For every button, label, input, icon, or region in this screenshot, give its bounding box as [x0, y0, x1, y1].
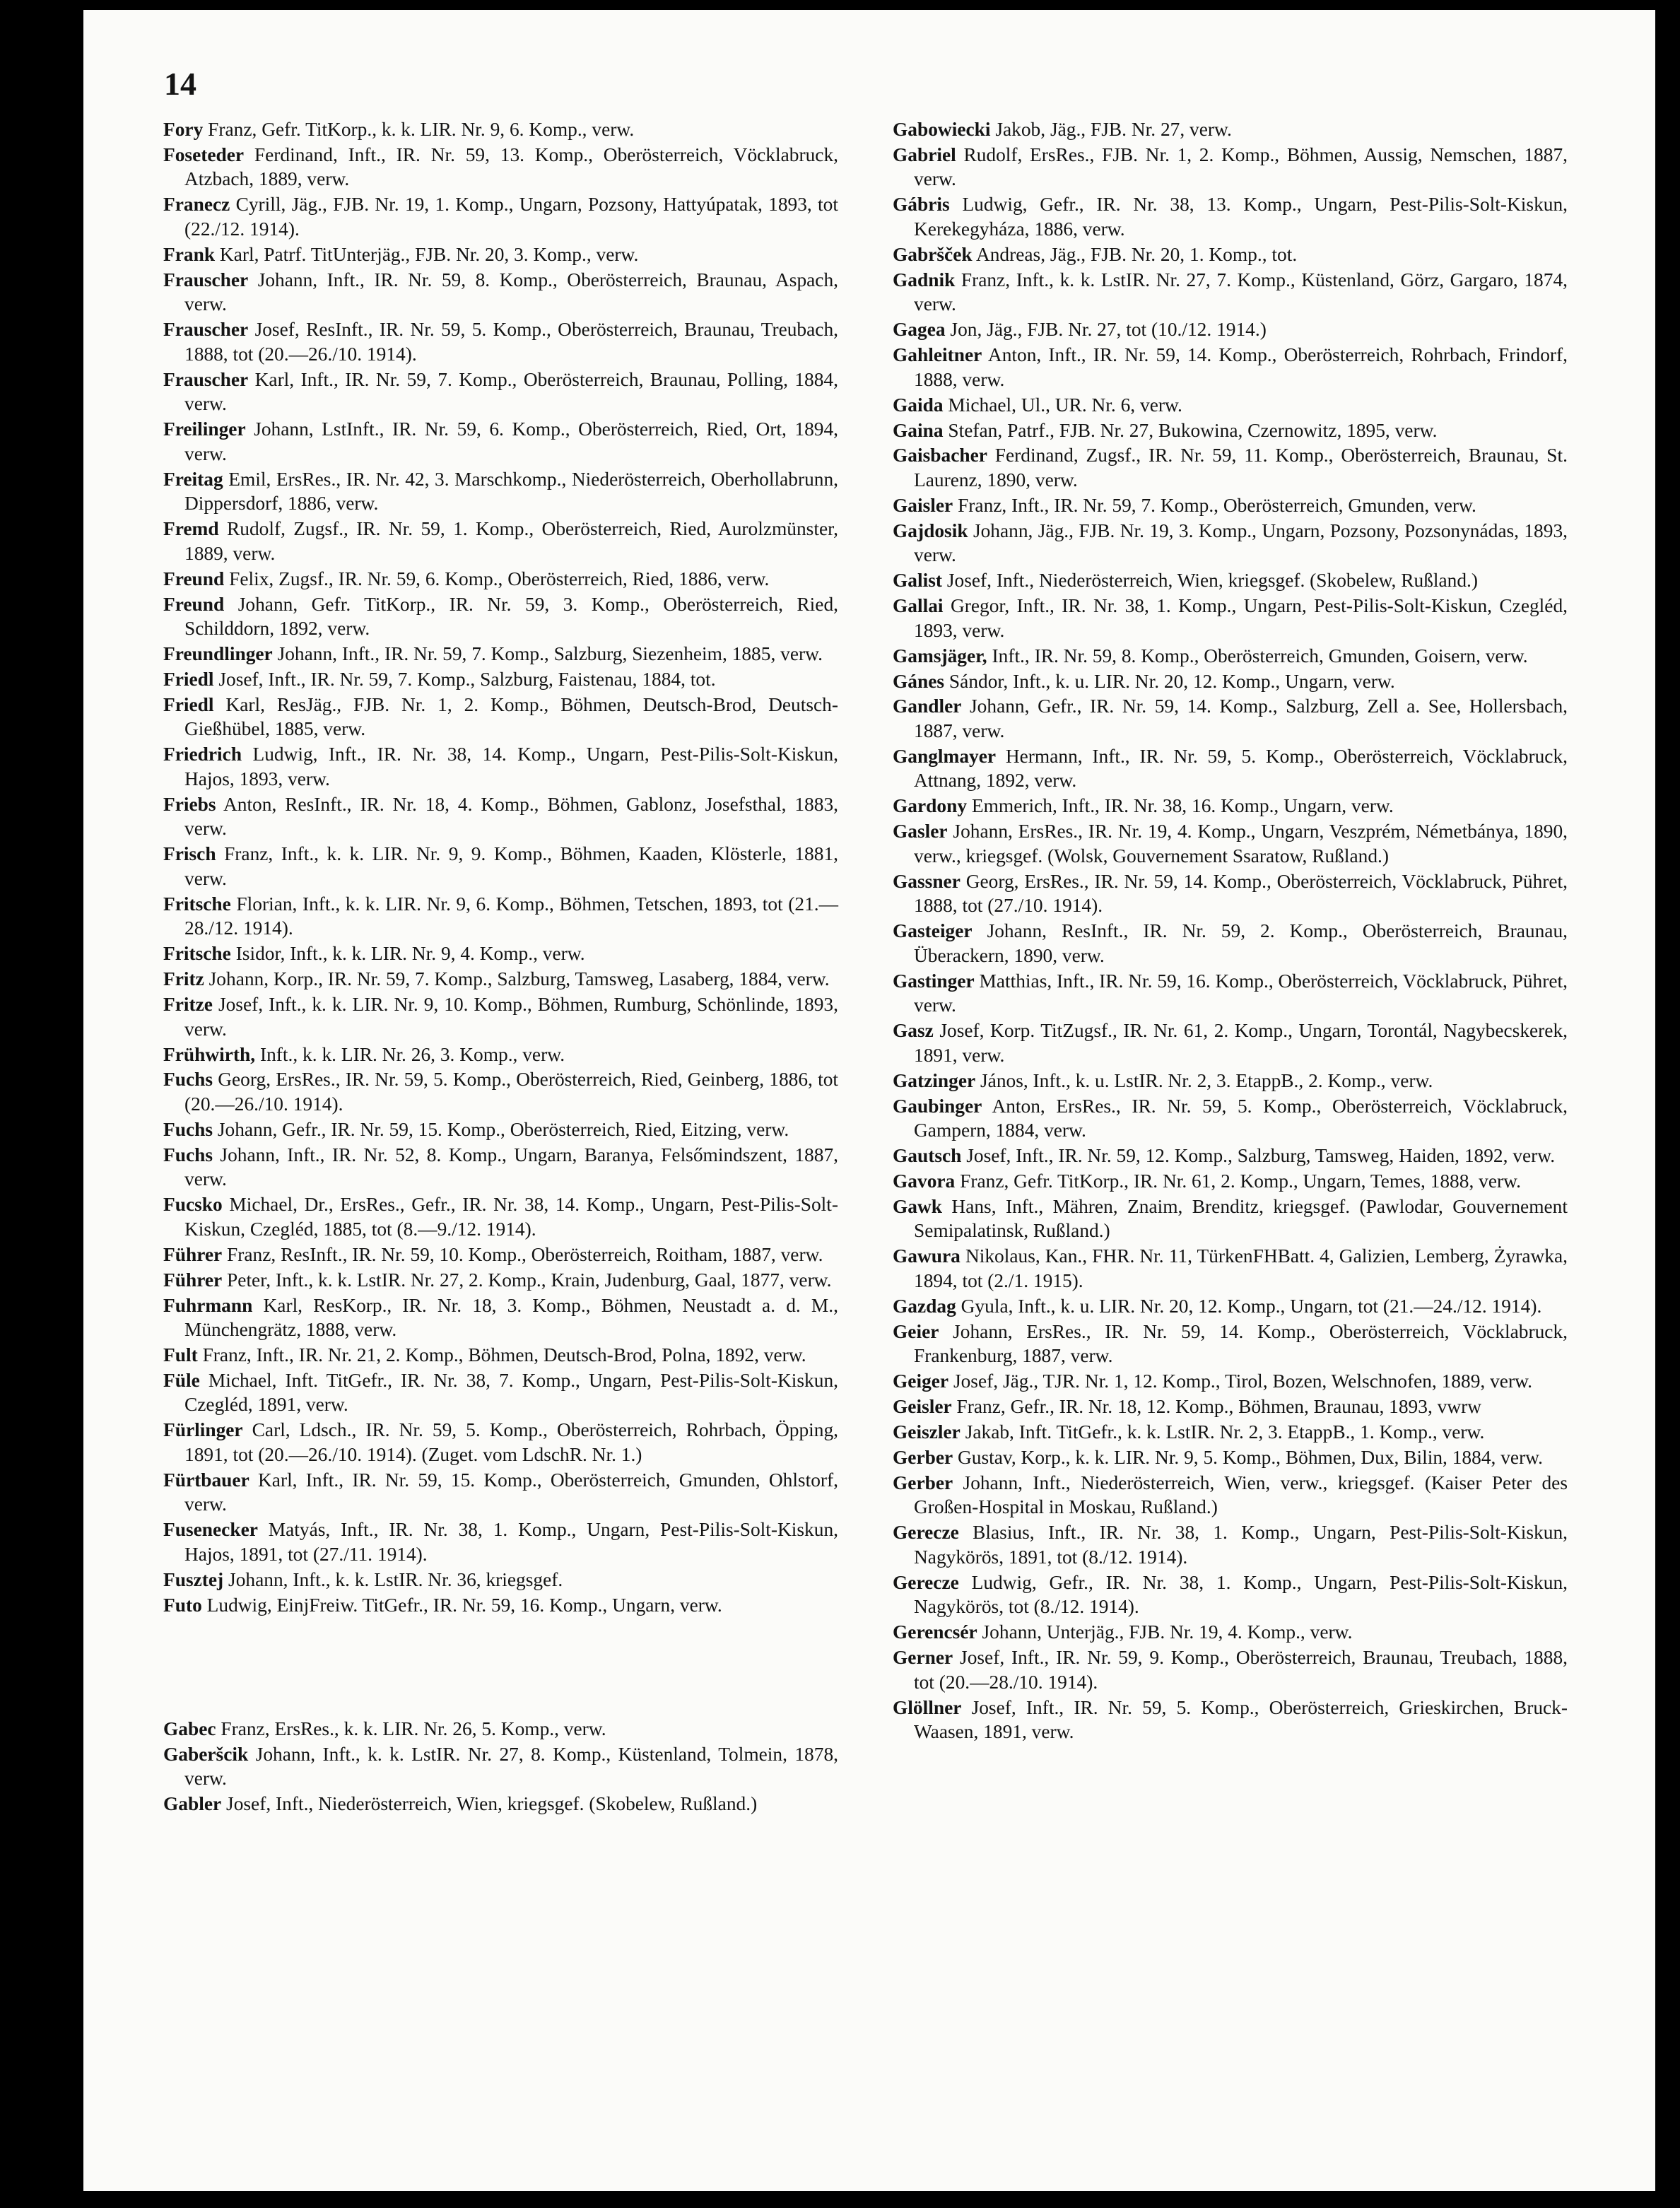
entry-details: Franz, Inft., k. k. LIR. Nr. 9, 9. Komp., Böhmen, Kaaden, Klösterle, 1881, verw.	[184, 843, 838, 889]
entry-details: Stefan, Patrf., FJB. Nr. 27, Bukowina, Czernowitz, 1895, verw.	[948, 419, 1438, 441]
entry-details: Ferdinand, Zugsf., IR. Nr. 59, 11. Komp., Oberösterreich, Braunau, St. Laurenz, 1890, verw.	[914, 445, 1568, 491]
entry-details: Josef, Inft., IR. Nr. 59, 7. Komp., Salzburg, Faistenau, 1884, tot.	[218, 668, 716, 690]
register-entry	[893, 1394, 1568, 1419]
register-entry	[893, 393, 1568, 418]
entry-surname: Fritz	[163, 968, 204, 990]
entry-details: Josef, Jäg., TJR. Nr. 1, 12. Komp., Tirol, Bozen, Welschnofen, 1889, verw.	[953, 1370, 1532, 1392]
entry-surname: Fuchs	[163, 1118, 213, 1140]
entry-details: Emmerich, Inft., IR. Nr. 38, 16. Komp., Ungarn, verw.	[971, 795, 1394, 817]
entry-details: Jakob, Jäg., FJB. Nr. 27, verw.	[995, 119, 1232, 140]
entry-details: Johann, Korp., IR. Nr. 59, 7. Komp., Salzburg, Tamsweg, Lasaberg, 1884, verw.	[208, 968, 830, 990]
entry-surname: Freund	[163, 593, 225, 615]
entry-details: Josef, Inft., IR. Nr. 59, 5. Komp., Oberösterreich, Grieskirchen, Bruck-Waasen, 1891, verw.	[914, 1696, 1568, 1743]
entry-surname: Gaisler	[893, 494, 953, 516]
entry-surname: Friedl	[163, 693, 214, 715]
entry-surname: Gerner	[893, 1647, 953, 1669]
register-entry	[163, 1418, 838, 1467]
entry-surname: Gallai	[893, 595, 944, 617]
entry-details: Johann, Inft., k. k. LstIR. Nr. 27, 8. Komp., Küstenland, Tolmein, 1878, verw.	[184, 1743, 838, 1790]
entry-details: Michael, Dr., ErsRes., Gefr., IR. Nr. 38, 14. Komp., Ungarn, Pest-Pilis-Solt-Kiskun, Czegléd, 1885, tot (8.—9./12. 1914).	[184, 1194, 838, 1240]
entry-details: Franz, ErsRes., k. k. LIR. Nr. 26, 5. Komp., verw.	[221, 1717, 606, 1739]
register-entry	[893, 1471, 1568, 1520]
entry-details: Johann, Inft., Niederösterreich, Wien, verw., kriegsgef. (Kaiser Peter des Großen-Hospital in Moskau, Rußland.)	[914, 1472, 1568, 1518]
entry-surname: Fucsko	[163, 1194, 223, 1216]
entry-surname: Gagea	[893, 319, 946, 341]
register-entry	[893, 1645, 1568, 1694]
entry-surname: Gaberšcik	[163, 1743, 249, 1765]
entry-surname: Gerecze	[893, 1571, 959, 1593]
register-entry	[163, 1568, 838, 1592]
register-entry	[163, 1792, 838, 1816]
register-entry	[163, 967, 838, 992]
entry-surname: Gautsch	[893, 1145, 962, 1167]
entry-surname: Friebs	[163, 793, 216, 815]
entry-details: Ferdinand, Inft., IR. Nr. 59, 13. Komp., Oberösterreich, Vöcklabruck, Atzbach, 1889, verw.	[184, 143, 838, 190]
entry-surname: Fusenecker	[163, 1519, 258, 1541]
entry-details: Franz, Gefr. TitKorp., IR. Nr. 61, 2. Komp., Ungarn, Temes, 1888, verw.	[960, 1170, 1521, 1192]
entry-details: Johann, ErsRes., IR. Nr. 19, 4. Komp., Ungarn, Veszprém, Németbánya, 1890, verw., kriegsgef. (Wolsk, Gouvernement Ssaratow, Rußland.)	[914, 821, 1568, 867]
entry-details: Andreas, Jäg., FJB. Nr. 20, 1. Komp., tot.	[975, 243, 1298, 265]
entry-surname: Gabec	[163, 1717, 216, 1739]
register-entry	[163, 1043, 838, 1067]
entry-details: Anton, Inft., IR. Nr. 59, 14. Komp., Oberösterreich, Rohrbach, Frindorf, 1888, verw.	[914, 344, 1568, 390]
entry-surname: Führer	[163, 1243, 223, 1265]
register-entry	[163, 1517, 838, 1566]
register-entry	[163, 742, 838, 791]
register-entry	[893, 1620, 1568, 1645]
entry-details: Franz, Inft., IR. Nr. 21, 2. Komp., Böhmen, Deutsch-Brod, Polna, 1892, verw.	[202, 1344, 806, 1366]
entry-surname: Gasteiger	[893, 920, 973, 942]
entry-surname: Gatzinger	[893, 1069, 976, 1091]
entry-surname: Frauscher	[163, 368, 249, 390]
register-entry	[163, 1117, 838, 1142]
register-entry	[163, 892, 838, 941]
entry-surname: Gassner	[893, 870, 961, 892]
register-entry	[163, 1143, 838, 1192]
register-entry	[163, 242, 838, 267]
register-entry	[893, 1169, 1568, 1194]
register-entry	[893, 1094, 1568, 1143]
entry-details: Johann, LstInft., IR. Nr. 59, 6. Komp., Oberösterreich, Ried, Ort, 1894, verw.	[184, 418, 838, 464]
register-entry	[893, 919, 1568, 968]
register-entry	[893, 1445, 1568, 1470]
document-page	[83, 10, 1655, 2191]
entry-surname: Fult	[163, 1344, 198, 1366]
register-entry	[163, 941, 838, 966]
entry-surname: Fusztej	[163, 1568, 224, 1590]
entry-surname: Fremd	[163, 518, 219, 540]
entry-details: Hermann, Inft., IR. Nr. 59, 5. Komp., Oberösterreich, Vöcklabruck, Attnang, 1892, verw.	[914, 745, 1568, 792]
entry-surname: Gaida	[893, 394, 944, 416]
right-column	[893, 117, 1568, 1745]
entry-details: Ludwig, Gefr., IR. Nr. 38, 1. Komp., Ungarn, Pest-Pilis-Solt-Kiskun, Nagykörös, tot (8./12. 1914).	[914, 1571, 1568, 1618]
entry-details: Blasius, Inft., IR. Nr. 38, 1. Komp., Ungarn, Pest-Pilis-Solt-Kiskun, Nagykörös, 1891, tot (8./12. 1914).	[914, 1522, 1568, 1568]
register-entry	[163, 417, 838, 466]
entry-details: Inft., IR. Nr. 59, 8. Komp., Oberösterreich, Gmunden, Goisern, verw.	[992, 645, 1528, 666]
entry-details: Karl, ResKorp., IR. Nr. 18, 3. Komp., Böhmen, Neustadt a. d. M., Münchengrätz, 1888, verw.	[184, 1294, 838, 1341]
register-entry	[893, 644, 1568, 669]
entry-details: Georg, ErsRes., IR. Nr. 59, 5. Komp., Oberösterreich, Ried, Geinberg, 1886, tot (20.—26./10. 1914).	[184, 1069, 838, 1115]
register-entry	[893, 192, 1568, 241]
register-entry	[893, 568, 1568, 593]
entry-surname: Gasz	[893, 1020, 934, 1042]
entry-surname: Fuchs	[163, 1144, 213, 1165]
register-entry	[893, 418, 1568, 443]
register-entry	[893, 1069, 1568, 1093]
entry-surname: Freundlinger	[163, 643, 273, 665]
register-entry	[893, 1194, 1568, 1243]
entry-details: Josef, Korp. TitZugsf., IR. Nr. 61, 2. Komp., Ungarn, Torontál, Nagybecskerek, 1891, verw.	[914, 1020, 1568, 1066]
register-entry	[163, 642, 838, 666]
entry-details: Hans, Inft., Mähren, Znaim, Brenditz, kriegsgef. (Pawlodar, Gouvernement Semipalatinsk, Rußland.)	[914, 1195, 1568, 1242]
entry-surname: Gavora	[893, 1170, 956, 1192]
entry-surname: Gadnik	[893, 269, 956, 290]
entry-surname: Führer	[163, 1269, 223, 1291]
entry-details: Matthias, Inft., IR. Nr. 59, 16. Komp., Oberösterreich, Vöcklabruck, Pühret, verw.	[914, 970, 1568, 1016]
entry-surname: Geisler	[893, 1396, 952, 1418]
entry-details: Florian, Inft., k. k. LIR. Nr. 9, 6. Komp., Böhmen, Tetschen, 1893, tot (21.—28./12. 1914).	[184, 893, 839, 939]
entry-surname: Gajdosik	[893, 519, 968, 541]
entry-details: Isidor, Inft., k. k. LIR. Nr. 9, 4. Komp., verw.	[235, 943, 585, 965]
entry-details: Gustav, Korp., k. k. LIR. Nr. 9, 5. Komp., Böhmen, Dux, Bilin, 1884, verw.	[958, 1446, 1544, 1468]
entry-details: Jakab, Inft. TitGefr., k. k. LstIR. Nr. 2, 3. EtappB., 1. Komp., verw.	[965, 1421, 1485, 1443]
register-entry	[893, 1320, 1568, 1368]
register-entry	[893, 268, 1568, 317]
entry-details: Johann, Gefr., IR. Nr. 59, 15. Komp., Oberösterreich, Ried, Eitzing, verw.	[217, 1118, 789, 1140]
entry-surname: Frühwirth,	[163, 1043, 256, 1065]
entry-surname: Gaubinger	[893, 1095, 982, 1117]
left-column	[163, 117, 838, 1817]
entry-details: Johann, Jäg., FJB. Nr. 19, 3. Komp., Ungarn, Pozsony, Pozsonynádas, 1893, verw.	[914, 519, 1568, 566]
entry-details: Georg, ErsRes., IR. Nr. 59, 14. Komp., Oberösterreich, Vöcklabruck, Pühret, 1888, tot (27./10. 1914).	[914, 870, 1568, 917]
register-entry	[893, 869, 1568, 918]
register-entry	[893, 969, 1568, 1018]
entry-details: Johann, Gefr. TitKorp., IR. Nr. 59, 3. Komp., Oberösterreich, Ried, Schilddorn, 1892, verw.	[184, 593, 838, 640]
entry-surname: Gerber	[893, 1446, 953, 1468]
register-entry	[893, 594, 1568, 642]
entry-surname: Fürlinger	[163, 1419, 243, 1441]
entry-details: Josef, Inft., Niederösterreich, Wien, kriegsgef. (Skobelew, Rußland.)	[946, 570, 1479, 592]
entry-surname: Futo	[163, 1594, 202, 1616]
register-entry	[893, 1570, 1568, 1619]
entry-surname: Gandler	[893, 695, 962, 717]
entry-details: Ludwig, Inft., IR. Nr. 38, 14. Komp., Ungarn, Pest-Pilis-Solt-Kiskun, Hajos, 1893, verw.	[184, 744, 838, 789]
entry-details: Franz, Inft., k. k. LstIR. Nr. 27, 7. Komp., Küstenland, Görz, Gargaro, 1874, verw.	[914, 269, 1568, 315]
entry-details: Matyás, Inft., IR. Nr. 38, 1. Komp., Ungarn, Pest-Pilis-Solt-Kiskun, Hajos, 1891, tot (27./11. 1914).	[184, 1519, 838, 1565]
entry-details: Anton, ResInft., IR. Nr. 18, 4. Komp., Böhmen, Gablonz, Josefsthal, 1883, verw.	[184, 793, 838, 840]
entry-details: Josef, ResInft., IR. Nr. 59, 5. Komp., Oberösterreich, Braunau, Treubach, 1888, tot (20.—26./10. 1914).	[184, 319, 838, 365]
entry-details: Nikolaus, Kan., FHR. Nr. 11, TürkenFHBatt. 4, Galizien, Lemberg, Żyrawka, 1894, tot (2./1. 1915).	[914, 1245, 1568, 1291]
entry-surname: Geiger	[893, 1370, 949, 1392]
register-entry	[893, 669, 1568, 694]
register-entry	[893, 317, 1568, 342]
entry-surname: Foseteder	[163, 143, 245, 165]
register-entry	[893, 744, 1568, 793]
register-entry	[163, 1268, 838, 1293]
entry-details: Johann, ErsRes., IR. Nr. 59, 14. Komp., Oberösterreich, Vöcklabruck, Frankenburg, 1887, verw.	[914, 1320, 1568, 1367]
entry-details: Karl, ResJäg., FJB. Nr. 1, 2. Komp., Böhmen, Deutsch-Brod, Deutsch-Gießhübel, 1885, verw.	[184, 693, 838, 740]
entry-surname: Fritze	[163, 994, 213, 1016]
entry-surname: Gabler	[163, 1792, 222, 1814]
entry-details: Franz, Gefr., IR. Nr. 18, 12. Komp., Böhmen, Braunau, 1893, vwrw	[956, 1396, 1482, 1418]
entry-surname: Fuchs	[163, 1069, 213, 1091]
register-entry	[163, 1192, 838, 1241]
entry-surname: Gabršček	[893, 243, 973, 265]
entry-details: Felix, Zugsf., IR. Nr. 59, 6. Komp., Oberösterreich, Ried, 1886, verw.	[229, 568, 770, 589]
register-entry	[893, 1244, 1568, 1293]
entry-details: Anton, ErsRes., IR. Nr. 59, 5. Komp., Oberösterreich, Vöcklabruck, Gampern, 1884, verw.	[914, 1095, 1568, 1141]
entry-surname: Freund	[163, 568, 225, 589]
register-entry	[163, 792, 838, 841]
register-entry	[893, 794, 1568, 818]
entry-surname: Gahleitner	[893, 344, 982, 366]
entry-details: Franz, Gefr. TitKorp., k. k. LIR. Nr. 9, 6. Komp., verw.	[208, 119, 635, 140]
entry-surname: Fritsche	[163, 893, 231, 915]
entry-details: Franz, Inft., IR. Nr. 59, 7. Komp., Oberösterreich, Gmunden, verw.	[958, 494, 1476, 516]
register-entry	[163, 368, 838, 416]
entry-details: Ludwig, EinjFreiw. TitGefr., IR. Nr. 59, 16. Komp., Ungarn, verw.	[206, 1594, 722, 1616]
register-entry	[163, 667, 838, 692]
entry-details: Rudolf, ErsRes., FJB. Nr. 1, 2. Komp., Böhmen, Aussig, Nemschen, 1887, verw.	[914, 143, 1568, 190]
entry-surname: Frisch	[163, 843, 216, 865]
register-entry	[893, 819, 1568, 868]
entry-details: Gyula, Inft., k. u. LIR. Nr. 20, 12. Komp., Ungarn, tot (21.—24./12. 1914).	[961, 1295, 1542, 1317]
register-entry	[163, 592, 838, 641]
register-entry	[163, 693, 838, 741]
entry-details: Michael, Ul., UR. Nr. 6, verw.	[948, 394, 1182, 416]
entry-surname: Gaina	[893, 419, 944, 441]
entry-surname: Gasler	[893, 821, 948, 842]
entry-details: Ludwig, Gefr., IR. Nr. 38, 13. Komp., Ungarn, Pest-Pilis-Solt-Kiskun, Kerekegyháza, 1886, verw.	[914, 194, 1568, 240]
entry-surname: Gamsjäger,	[893, 645, 987, 666]
entry-surname: Freilinger	[163, 418, 246, 440]
entry-details: Johann, Unterjäg., FJB. Nr. 19, 4. Komp., verw.	[982, 1621, 1353, 1643]
entry-details: Johann, Inft., IR. Nr. 59, 7. Komp., Salzburg, Siezenheim, 1885, verw.	[277, 643, 823, 665]
entry-details: Johann, ResInft., IR. Nr. 59, 2. Komp., Oberösterreich, Braunau, Überackern, 1890, verw.	[914, 920, 1568, 966]
register-entry	[893, 1294, 1568, 1319]
entry-details: Johann, Gefr., IR. Nr. 59, 14. Komp., Salzburg, Zell a. See, Hollersbach, 1887, verw.	[914, 695, 1568, 741]
entry-details: Carl, Ldsch., IR. Nr. 59, 5. Komp., Oberösterreich, Rohrbach, Öpping, 1891, tot (20.—26./10. 1914). (Zuget. vom LdschR. Nr. 1.)	[184, 1419, 838, 1465]
entry-surname: Fritsche	[163, 943, 231, 965]
entry-details: Rudolf, Zugsf., IR. Nr. 59, 1. Komp., Oberösterreich, Ried, Aurolzmünster, 1889, verw.	[184, 518, 838, 564]
entry-surname: Gabowiecki	[893, 119, 991, 140]
entry-surname: Friedl	[163, 668, 214, 690]
entry-surname: Gerber	[893, 1472, 953, 1493]
register-entry	[893, 519, 1568, 568]
entry-details: Johann, Inft., IR. Nr. 52, 8. Komp., Ungarn, Baranya, Felsőmindszent, 1887, verw.	[184, 1144, 838, 1190]
register-entry	[893, 117, 1568, 142]
entry-details: János, Inft., k. u. LstIR. Nr. 2, 3. EtappB., 2. Komp., verw.	[980, 1069, 1433, 1091]
register-entry	[893, 1018, 1568, 1067]
entry-details: Peter, Inft., k. k. LstIR. Nr. 27, 2. Komp., Krain, Judenburg, Gaal, 1877, verw.	[227, 1269, 832, 1291]
register-entry	[163, 1593, 838, 1618]
entry-surname: Ganglmayer	[893, 745, 997, 767]
register-entry	[163, 1293, 838, 1342]
register-entry	[163, 1343, 838, 1368]
entry-details: Cyrill, Jäg., FJB. Nr. 19, 1. Komp., Ungarn, Pozsony, Hattyúpatak, 1893, tot (22./12. 1914).	[184, 194, 838, 240]
entry-surname: Geier	[893, 1320, 939, 1342]
register-entry	[163, 1468, 838, 1517]
register-entry	[893, 1369, 1568, 1394]
register-entry	[893, 694, 1568, 743]
register-entry	[163, 1067, 838, 1116]
entry-details: Emil, ErsRes., IR. Nr. 42, 3. Marschkomp., Niederösterreich, Oberhollabrunn, Dippersdorf, 1886, verw.	[184, 468, 839, 515]
entry-surname: Fuhrmann	[163, 1294, 253, 1316]
entry-details: Josef, Inft., IR. Nr. 59, 12. Komp., Salzburg, Tamsweg, Haiden, 1892, verw.	[966, 1145, 1556, 1167]
entry-details: Gregor, Inft., IR. Nr. 38, 1. Komp., Ungarn, Pest-Pilis-Solt-Kiskun, Czegléd, 1893, verw.	[914, 595, 1568, 641]
entry-details: Franz, ResInft., IR. Nr. 59, 10. Komp., Oberösterreich, Roitham, 1887, verw.	[227, 1243, 823, 1265]
entry-details: Josef, Inft., IR. Nr. 59, 9. Komp., Oberösterreich, Braunau, Treubach, 1888, tot (20.—28./10. 1914).	[914, 1647, 1568, 1693]
register-entry	[163, 1717, 838, 1742]
entry-surname: Frauscher	[163, 319, 249, 341]
register-entry	[893, 242, 1568, 267]
entry-surname: Gardony	[893, 795, 968, 817]
entry-surname: Gaisbacher	[893, 445, 987, 466]
section-gap	[163, 1619, 838, 1717]
entry-details: Sándor, Inft., k. u. LIR. Nr. 20, 12. Komp., Ungarn, verw.	[948, 670, 1395, 692]
register-entry	[163, 268, 838, 317]
entry-surname: Geiszler	[893, 1421, 961, 1443]
register-entry	[893, 1520, 1568, 1569]
register-entry	[163, 842, 838, 891]
entry-details: Karl, Patrf. TitUnterjäg., FJB. Nr. 20, 3. Komp., verw.	[219, 243, 639, 265]
entry-surname: Gerecze	[893, 1522, 959, 1544]
entry-details: Johann, Inft., k. k. LstIR. Nr. 36, kriegsgef.	[228, 1568, 563, 1590]
entry-details: Josef, Inft., Niederösterreich, Wien, kriegsgef. (Skobelew, Rußland.)	[226, 1792, 758, 1814]
entry-surname: Gawk	[893, 1195, 943, 1217]
entry-surname: Gerencsér	[893, 1621, 977, 1643]
register-entry	[893, 443, 1568, 492]
register-entry	[163, 567, 838, 592]
register-entry	[163, 317, 838, 366]
page-number: 14	[164, 66, 196, 102]
entry-surname: Gabriel	[893, 143, 956, 165]
register-entry	[893, 1696, 1568, 1744]
register-entry	[893, 1420, 1568, 1445]
entry-surname: Gánes	[893, 670, 945, 692]
register-entry	[163, 1243, 838, 1267]
register-entry	[163, 1368, 838, 1417]
entry-details: Johann, Inft., IR. Nr. 59, 8. Komp., Oberösterreich, Braunau, Aspach, verw.	[184, 269, 838, 315]
entry-surname: Frauscher	[163, 269, 249, 290]
entry-details: Inft., k. k. LIR. Nr. 26, 3. Komp., verw.	[259, 1043, 565, 1065]
entry-surname: Füle	[163, 1369, 200, 1391]
entry-surname: Gastinger	[893, 970, 975, 992]
entry-surname: Franecz	[163, 194, 230, 216]
entry-surname: Galist	[893, 570, 943, 592]
entry-surname: Glöllner	[893, 1696, 962, 1718]
entry-surname: Friedrich	[163, 744, 242, 765]
entry-surname: Gawura	[893, 1245, 961, 1267]
entry-details: Josef, Inft., k. k. LIR. Nr. 9, 10. Komp., Böhmen, Rumburg, Schönlinde, 1893, verw.	[184, 994, 838, 1040]
entry-surname: Freitag	[163, 468, 223, 490]
register-entry	[163, 992, 838, 1041]
register-entry	[163, 143, 838, 192]
register-entry	[163, 1742, 838, 1791]
entry-details: Karl, Inft., IR. Nr. 59, 15. Komp., Oberösterreich, Gmunden, Ohlstorf, verw.	[184, 1469, 838, 1515]
entry-surname: Fürtbauer	[163, 1469, 249, 1491]
entry-surname: Fory	[163, 119, 204, 140]
entry-surname: Frank	[163, 243, 216, 265]
entry-details: Jon, Jäg., FJB. Nr. 27, tot (10./12. 1914.)	[950, 319, 1267, 341]
entry-details: Karl, Inft., IR. Nr. 59, 7. Komp., Oberösterreich, Braunau, Polling, 1884, verw.	[184, 368, 838, 415]
register-entry	[893, 493, 1568, 518]
register-entry	[893, 143, 1568, 192]
register-entry	[163, 192, 838, 241]
entry-details: Michael, Inft. TitGefr., IR. Nr. 38, 7. Komp., Ungarn, Pest-Pilis-Solt-Kiskun, Czegléd, 1891, verw.	[184, 1369, 838, 1416]
register-entry	[163, 467, 838, 516]
entry-surname: Gábris	[893, 194, 950, 216]
register-entry	[893, 343, 1568, 392]
register-entry	[163, 117, 838, 142]
register-entry	[893, 1144, 1568, 1168]
register-entry	[163, 517, 838, 565]
entry-surname: Gazdag	[893, 1295, 956, 1317]
